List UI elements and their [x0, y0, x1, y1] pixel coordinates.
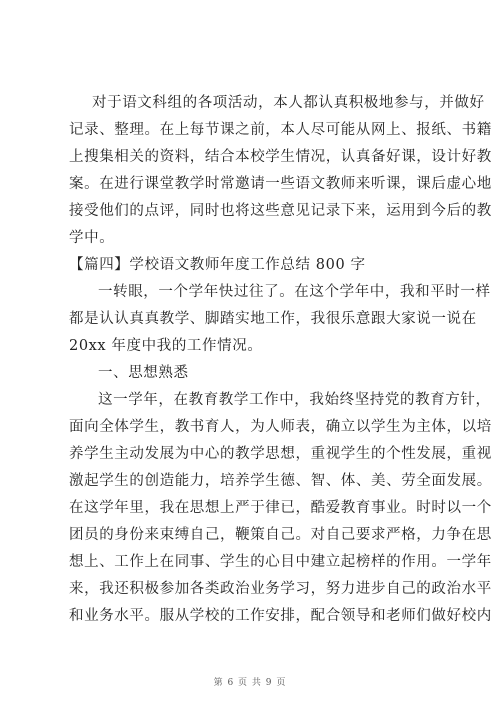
paragraph-line: 激起学生的创造能力，培养学生德、智、体、美、劳全面发展。 [69, 473, 492, 489]
paragraph-line: 20xx 年度中我的工作情况。 [69, 338, 263, 354]
paragraph-line: 案。在进行课堂教学时常邀请一些语文教师来听课，课后虚心地 [69, 176, 492, 192]
subheading: 一、思想熟悉 [98, 365, 189, 381]
section-heading: 【篇四】学校语文教师年度工作总结 800 字 [69, 257, 366, 273]
paragraph-line: 养学生主动发展为中心的教学思想，重视学生的个性发展，重视 [69, 446, 492, 462]
paragraph-line: 来，我还积极参加各类政治业务学习，努力进步自己的政治水平 [69, 581, 492, 597]
paragraph-line: 上搜集相关的资料，结合本校学生情况，认真备好课，设计好教 [69, 149, 492, 165]
paragraph-line: 记录、整理。在上每节课之前，本人尽可能从网上、报纸、书籍 [69, 122, 492, 138]
paragraph-line: 在这学年里，我在思想上严于律已，酷爱教育事业。时时以一个 [69, 500, 492, 516]
paragraph-line: 这一学年，在教育教学工作中，我始终坚持党的教育方针， [98, 392, 491, 408]
paragraph-line: 对于语文科组的各项活动，本人都认真积极地参与，并做好 [92, 95, 485, 111]
paragraph-line: 接受他们的点评，同时也将这些意见记录下来，运用到今后的教 [69, 203, 492, 219]
paragraph-line: 想上、工作上在同事、学生的心目中建立起榜样的作用。一学年 [69, 554, 492, 570]
paragraph-line: 团员的身份来束缚自己，鞭策自己。对自己要求严格，力争在思 [69, 527, 492, 543]
paragraph-line: 一转眼，一个学年快过往了。在这个学年中，我和平时一样 [98, 284, 491, 300]
page-number-footer: 第 6 页 共 9 页 [213, 678, 287, 688]
paragraph-line: 面向全体学生，教书育人，为人师表，确立以学生为主体，以培 [69, 419, 492, 435]
paragraph-line: 和业务水平。服从学校的工作安排，配合领导和老师们做好校内 [69, 608, 492, 624]
paragraph-line: 学中。 [69, 230, 115, 246]
paragraph-line: 都是认认真真教学、脚踏实地工作，我很乐意跟大家说一说在 [69, 311, 477, 327]
